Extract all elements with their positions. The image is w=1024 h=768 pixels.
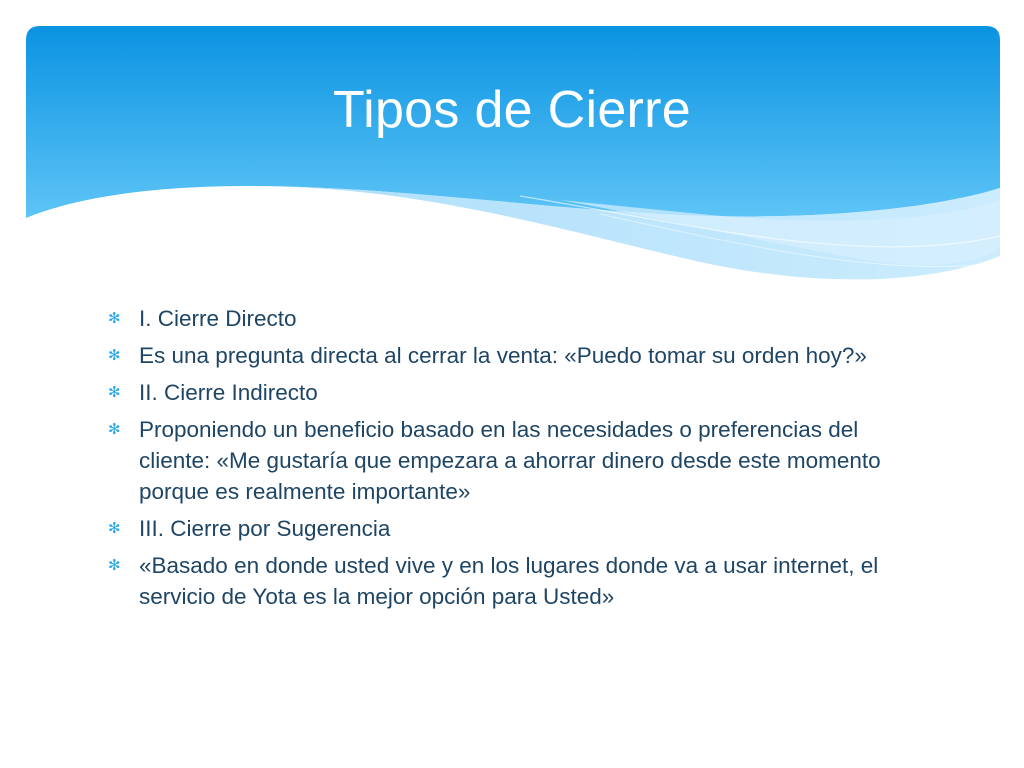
- bullet-text: Es una pregunta directa al cerrar la venta: «Puedo tomar su orden hoy?»: [139, 343, 867, 368]
- bullet-text: Proponiendo un beneficio basado en las necesidades o preferencias del cliente: «Me gustaría que empezara a ahorrar dinero desde este momento porque es realmente importante»: [139, 417, 881, 504]
- list-item: [108, 340, 908, 371]
- list-item: [108, 377, 908, 408]
- bullet-text: I. Cierre Directo: [139, 306, 297, 331]
- asterisk-bullet-icon: ✻: [108, 310, 121, 327]
- asterisk-bullet-icon: ✻: [108, 520, 121, 537]
- asterisk-bullet-icon: ✻: [108, 384, 121, 401]
- slide-title: Tipos de Cierre: [332, 81, 692, 139]
- bullet-text: II. Cierre Indirecto: [139, 380, 318, 405]
- list-item: [108, 414, 908, 507]
- bullet-list: [108, 303, 908, 618]
- header-wave-band: [0, 0, 1024, 300]
- list-item: [108, 303, 908, 334]
- asterisk-bullet-icon: ✻: [108, 557, 121, 574]
- list-item: [108, 550, 908, 612]
- asterisk-bullet-icon: ✻: [108, 421, 121, 438]
- list-item: [108, 513, 908, 544]
- bullet-text: III. Cierre por Sugerencia: [139, 516, 391, 541]
- bullet-text: «Basado en donde usted vive y en los lugares donde va a usar internet, el servicio de Yota es la mejor opción para Usted»: [139, 553, 879, 609]
- asterisk-bullet-icon: ✻: [108, 347, 121, 364]
